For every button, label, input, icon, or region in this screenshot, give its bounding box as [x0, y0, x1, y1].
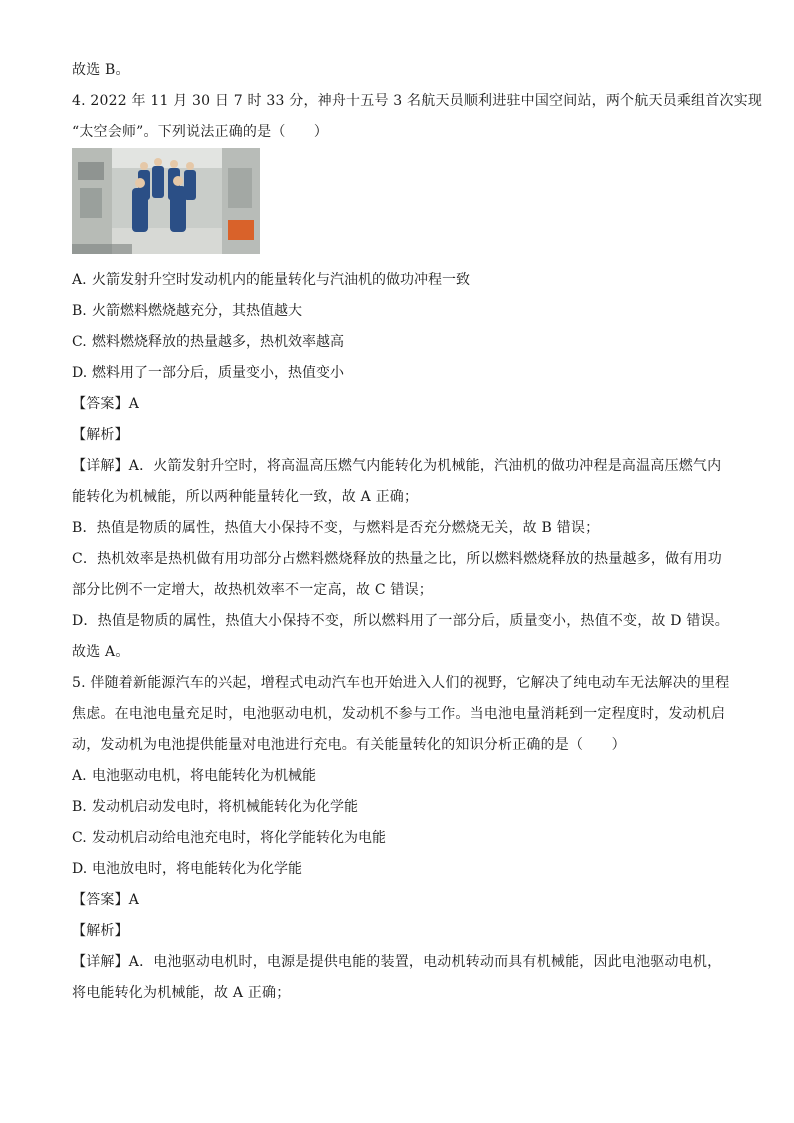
q4-option-b: B. 火箭燃料燃烧越充分，其热值越大 [72, 303, 302, 319]
q5-option-b: B. 发动机启动发电时，将机械能转化为化学能 [72, 799, 358, 815]
q4-detail-line: 【详解】A．火箭发射升空时，将高温高压燃气内能转化为机械能，汽油机的做功冲程是高温高压燃气内 [72, 458, 722, 474]
q5-option-a: A. 电池驱动电机，将电能转化为机械能 [72, 768, 316, 784]
q5-detail-line: 将电能转化为机械能，故 A 正确； [72, 985, 291, 1001]
q4-option-a: A. 火箭发射升空时发动机内的能量转化与汽油机的做功冲程一致 [72, 272, 470, 288]
q3-conclusion: 故选 B。 [72, 62, 130, 78]
q4-stem-line-1: 4. 2022 年 11 月 30 日 7 时 33 分，神舟十五号 3 名航天员顺利进驻中国空间站，两个航天员乘组首次实现 [72, 93, 763, 109]
q4-detail-line: C．热机效率是热机做有用功部分占燃料燃烧释放的热量之比，所以燃料燃烧释放的热量越多，做有用功 [72, 551, 722, 567]
q4-stem-line-2: “太空会师”。下列说法正确的是（ ） [72, 124, 329, 140]
q5-option-c: C. 发动机启动给电池充电时，将化学能转化为电能 [72, 830, 386, 846]
q5-stem-line: 5. 伴随着新能源汽车的兴起，增程式电动汽车也开始进入人们的视野，它解决了纯电动车无法解决的里程 [72, 675, 730, 691]
astronauts-image [72, 148, 260, 254]
space-station-photo [72, 148, 260, 254]
document-page [72, 60, 763, 1014]
q5-detail-line: 【详解】A．电池驱动电机时，电源是提供电能的装置，电动机转动而具有机械能，因此电池驱动电机， [72, 954, 722, 970]
q5-answer: 【答案】A [72, 892, 140, 908]
q4-analysis-label: 【解析】 [72, 427, 129, 443]
q5-stem-line: 动，发动机为电池提供能量对电池进行充电。有关能量转化的知识分析正确的是（ ） [72, 737, 626, 753]
q4-option-d: D. 燃料用了一部分后，质量变小，热值变小 [72, 365, 344, 381]
q5-stem-line: 焦虑。在电池电量充足时，电池驱动电机，发动机不参与工作。当电池电量消耗到一定程度时，发动机启 [72, 706, 726, 722]
q4-detail-line: B．热值是物质的属性，热值大小保持不变，与燃料是否充分燃烧无关，故 B 错误； [72, 520, 600, 536]
q4-answer: 【答案】A [72, 396, 140, 412]
q4-detail-line: 能转化为机械能，所以两种能量转化一致，故 A 正确； [72, 489, 419, 505]
q5-analysis-label: 【解析】 [72, 923, 129, 939]
q4-detail-line: D．热值是物质的属性，热值大小保持不变，所以燃料用了一部分后，质量变小，热值不变，故 D 错误。 [72, 613, 729, 629]
q4-conclusion: 故选 A。 [72, 644, 130, 660]
q4-option-c: C. 燃料燃烧释放的热量越多，热机效率越高 [72, 334, 344, 350]
q4-detail-line: 部分比例不一定增大，故热机效率不一定高，故 C 错误； [72, 582, 434, 598]
q5-option-d: D. 电池放电时，将电能转化为化学能 [72, 861, 302, 877]
